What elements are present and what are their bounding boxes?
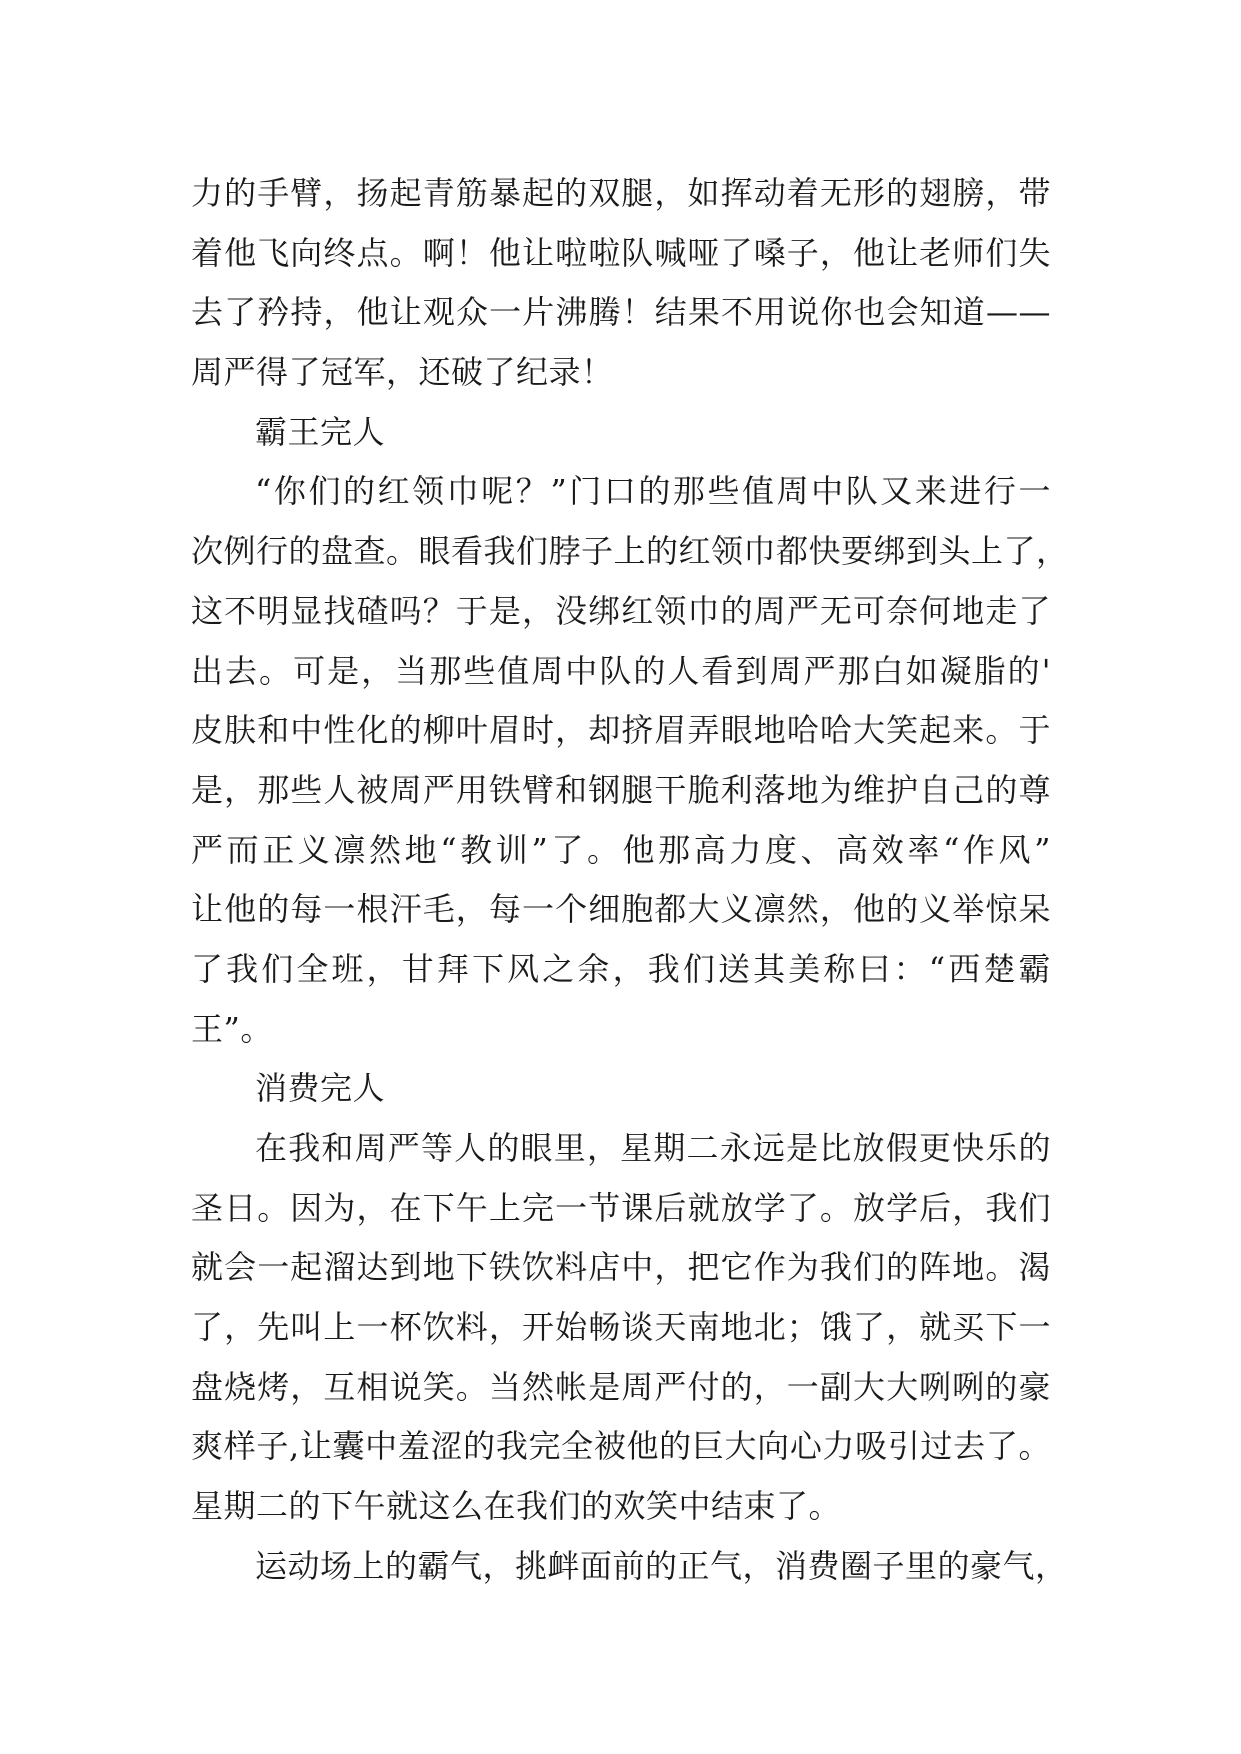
text-line: 这不明显找碴吗？于是，没绑红领巾的周严无可奈何地走了 xyxy=(191,591,1051,630)
text-line: “你们的红领巾呢？”门口的那些值周中队又来进行一 xyxy=(255,472,1051,511)
text-line: 严而正义凛然地“教训”了。他那高力度、高效率“作风” xyxy=(191,830,1051,869)
text-line: 就会一起溜达到地下铁饮料店中，把它作为我们的阵地。渴 xyxy=(191,1248,1051,1287)
text-line: 了我们全班，甘拜下风之余，我们送其美称曰：“西楚霸 xyxy=(191,949,1051,988)
text-line: 圣日。因为，在下午上完一节课后就放学了。放学后，我们 xyxy=(191,1188,1051,1227)
text-line: 运动场上的霸气，挑衅面前的正气，消费圈子里的豪气， xyxy=(255,1546,1068,1585)
text-line: 王”。 xyxy=(191,1009,273,1048)
text-line: 出去。可是，当那些值周中队的人看到周严那白如凝脂的' xyxy=(191,651,1051,690)
text-line: 盘烧烤，互相说笑。当然帐是周严付的，一副大大咧咧的豪 xyxy=(191,1367,1051,1406)
section-heading: 霸王完人 xyxy=(255,412,386,451)
text-line: 爽样子,让囊中羞涩的我完全被他的巨大向心力吸引过去了。 xyxy=(191,1427,1051,1466)
text-line: 皮肤和中性化的柳叶眉时，却挤眉弄眼地哈哈大笑起来。于 xyxy=(191,711,1051,750)
text-line: 去了矜持，他让观众一片沸腾！结果不用说你也会知道—— xyxy=(191,293,1051,332)
text-line: 让他的每一根汗毛，每一个细胞都大义凛然，他的义举惊呆 xyxy=(191,890,1051,929)
text-line: 是，那些人被周严用铁臂和钢腿干脆利落地为维护自己的尊 xyxy=(191,770,1051,809)
text-line: 周严得了冠军，还破了纪录！ xyxy=(191,353,614,392)
section-heading: 消费完人 xyxy=(255,1069,386,1108)
text-line: 在我和周严等人的眼里，星期二永远是比放假更快乐的 xyxy=(255,1129,1051,1167)
text-line: 星期二的下午就这么在我们的欢笑中结束了。 xyxy=(191,1487,842,1526)
text-line: 着他飞向终点。啊！他让啦啦队喊哑了嗓子，他让老师们失 xyxy=(191,233,1051,272)
text-line: 次例行的盘查。眼看我们脖子上的红领巾都快要绑到头上了， xyxy=(191,532,1069,571)
text-line: 力的手臂，扬起青筋暴起的双腿，如挥动着无形的翅膀，带 xyxy=(191,174,1051,212)
text-line: 了，先叫上一杯饮料，开始畅谈天南地北；饿了，就买下一 xyxy=(191,1308,1051,1347)
document-page xyxy=(191,164,1069,1597)
